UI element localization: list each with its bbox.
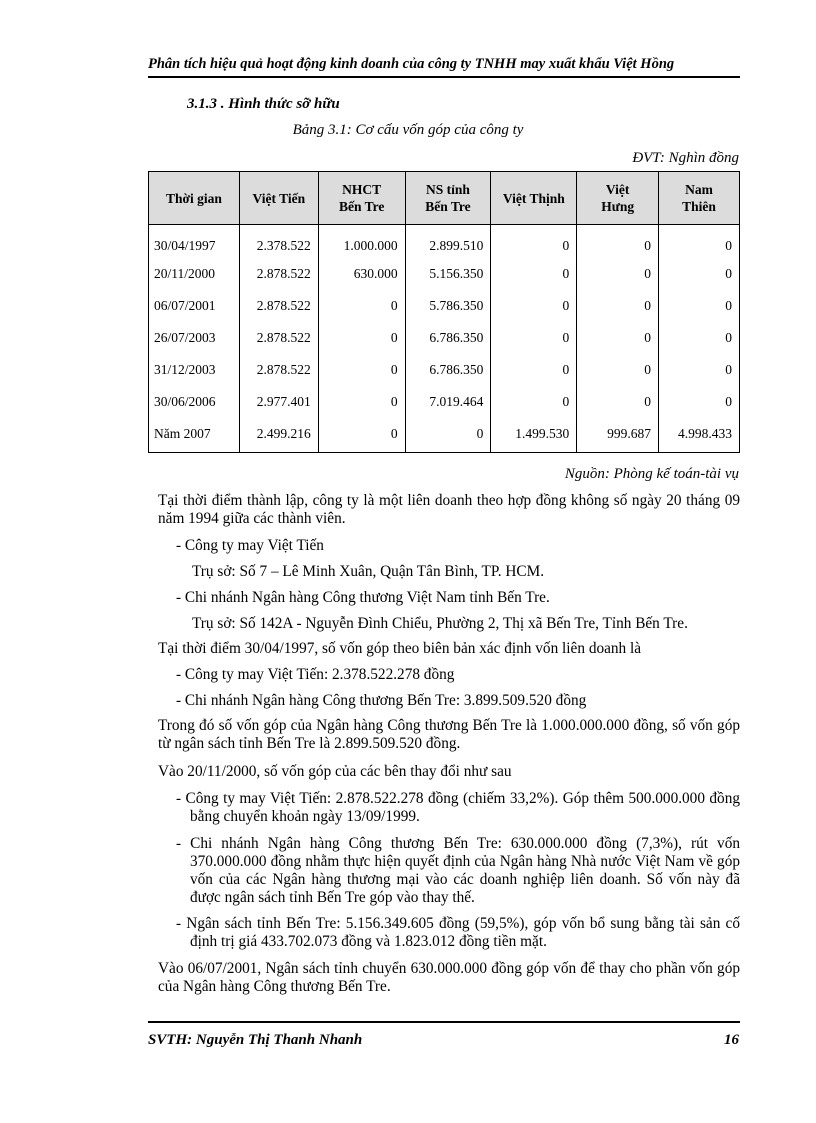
- header-cell: Việt Hưng: [577, 172, 659, 225]
- table-cell: 2.878.522: [239, 290, 318, 322]
- table-cell: 2.878.522: [239, 354, 318, 386]
- paragraph: Vào 20/11/2000, số vốn góp của các bên thay đổi như sau: [158, 763, 512, 780]
- table-row: [149, 225, 740, 259]
- table-cell: 0: [405, 418, 491, 453]
- header-cell: Nam Thiên: [659, 172, 740, 225]
- table-cell: 0: [659, 386, 740, 418]
- table-cell: 2.878.522: [239, 258, 318, 290]
- table-cell: 999.687: [577, 418, 659, 453]
- address-line: Trụ sở: Số 142A - Nguyễn Đình Chiểu, Phường 2, Thị xã Bến Tre, Tỉnh Bến Tre.: [192, 615, 688, 632]
- table-cell: 6.786.350: [405, 354, 491, 386]
- table-source: Nguồn: Phòng kế toán-tài vụ: [564, 466, 739, 482]
- running-header: Phân tích hiệu quả hoạt động kinh doanh của công ty TNHH may xuất khẩu Việt Hồng: [148, 56, 675, 72]
- capital-table: [148, 171, 740, 453]
- table-cell: 0: [318, 354, 405, 386]
- table-cell: 0: [491, 386, 577, 418]
- header-rule: [148, 76, 740, 78]
- table-cell: 0: [491, 258, 577, 290]
- table-cell: 0: [577, 290, 659, 322]
- table-cell: 2.878.522: [239, 322, 318, 354]
- paragraph: Tại thời điểm 30/04/1997, số vốn góp theo biên bản xác định vốn liên doanh là: [158, 640, 642, 657]
- table-cell: 06/07/2001: [149, 290, 240, 322]
- table-cell: 0: [659, 225, 740, 259]
- table-row: [149, 258, 740, 290]
- table-cell: 0: [659, 354, 740, 386]
- header-cell: Thời gian: [149, 172, 240, 225]
- table-row: [149, 386, 740, 418]
- table-cell: 2.499.216: [239, 418, 318, 453]
- table-cell: 0: [491, 354, 577, 386]
- table-cell: 5.156.350: [405, 258, 491, 290]
- list-item: - Công ty may Việt Tiến: 2.378.522.278 đồng: [176, 666, 455, 683]
- table-cell: 1.000.000: [318, 225, 405, 259]
- list-item: - Công ty may Việt Tiến: 2.878.522.278 đồng (chiếm 33,2%). Góp thêm 500.000.000 đồng bằng chuyển khoản ngày 13/09/1999.: [176, 790, 740, 825]
- list-item: - Chi nhánh Ngân hàng Công thương Việt Nam tỉnh Bến Tre.: [176, 589, 550, 606]
- footer-rule: [148, 1021, 740, 1023]
- table-cell: Năm 2007: [149, 418, 240, 453]
- table-cell: 0: [318, 322, 405, 354]
- table-header-row: [149, 172, 740, 225]
- table-cell: 20/11/2000: [149, 258, 240, 290]
- table-cell: 0: [491, 225, 577, 259]
- table-cell: 0: [659, 290, 740, 322]
- header-cell: NHCT Bến Tre: [318, 172, 405, 225]
- table-cell: 0: [318, 386, 405, 418]
- table-cell: 630.000: [318, 258, 405, 290]
- table-cell: 0: [577, 322, 659, 354]
- table-row: [149, 290, 740, 322]
- table-cell: 5.786.350: [405, 290, 491, 322]
- table-cell: 0: [577, 258, 659, 290]
- table-cell: 0: [577, 386, 659, 418]
- table-cell: 31/12/2003: [149, 354, 240, 386]
- paragraph: Trong đó số vốn góp của Ngân hàng Công thương Bến Tre là 1.000.000.000 đồng, số vốn góp từ ngân sách tỉnh Bến Tre là 2.899.509.520 đồng.: [158, 717, 740, 752]
- table-cell: 30/06/2006: [149, 386, 240, 418]
- table-cell: 30/04/1997: [149, 225, 240, 259]
- table-cell: 0: [659, 322, 740, 354]
- table-unit: ĐVT: Nghìn đồng: [632, 150, 739, 166]
- table-row: [149, 418, 740, 453]
- table-cell: 0: [577, 354, 659, 386]
- table-cell: 26/07/2003: [149, 322, 240, 354]
- list-item: - Chi nhánh Ngân hàng Công thương Bến Tre: 630.000.000 đồng (7,3%), rút vốn 370.000.000 đồng nhằm thực hiện quyết định của Ngân hàng Nhà nước Việt Nam về góp vốn của các Ngân hàng thương mại vào các doanh nghiệp liên doanh. Số vốn này đã được ngân sách tỉnh Bến Tre góp vào thay thế.: [176, 835, 740, 906]
- page-number: 16: [724, 1032, 739, 1048]
- table-cell: 6.786.350: [405, 322, 491, 354]
- table-cell: 0: [491, 322, 577, 354]
- table-cell: 2.378.522: [239, 225, 318, 259]
- table-row: [149, 354, 740, 386]
- table-cell: 4.998.433: [659, 418, 740, 453]
- table-row: [149, 322, 740, 354]
- address-line: Trụ sở: Số 7 – Lê Minh Xuân, Quận Tân Bình, TP. HCM.: [192, 563, 545, 580]
- paragraph: Vào 06/07/2001, Ngân sách tỉnh chuyển 630.000.000 đồng góp vốn để thay cho phần vốn góp của Ngân hàng Công thương Bến Tre.: [158, 960, 740, 995]
- header-cell: Việt Tiến: [239, 172, 318, 225]
- header-cell: Việt Thịnh: [491, 172, 577, 225]
- table-cell: 0: [659, 258, 740, 290]
- table-cell: 0: [491, 290, 577, 322]
- table-cell: 2.899.510: [405, 225, 491, 259]
- table-cell: 0: [318, 290, 405, 322]
- paragraph: Tại thời điểm thành lập, công ty là một liên doanh theo hợp đồng không số ngày 20 tháng 09 năm 1994 giữa các thành viên.: [158, 492, 740, 527]
- header-cell: NS tỉnh Bến Tre: [405, 172, 491, 225]
- list-item: - Công ty may Việt Tiến: [176, 537, 324, 554]
- list-item: - Chi nhánh Ngân hàng Công thương Bến Tre: 3.899.509.520 đồng: [176, 692, 587, 709]
- table-cell: 0: [577, 225, 659, 259]
- table-cell: 0: [318, 418, 405, 453]
- table-cell: 2.977.401: [239, 386, 318, 418]
- section-title: 3.1.3 . Hình thức sỡ hữu: [187, 96, 340, 112]
- table-cell: 7.019.464: [405, 386, 491, 418]
- footer-author: SVTH: Nguyễn Thị Thanh Nhanh: [148, 1032, 363, 1048]
- table-caption: Bảng 3.1: Cơ cấu vốn góp của công ty: [292, 122, 524, 138]
- table-cell: 1.499.530: [491, 418, 577, 453]
- list-item: - Ngân sách tỉnh Bến Tre: 5.156.349.605 đồng (59,5%), góp vốn bổ sung bằng tài sản cố định trị giá 433.702.073 đồng và 1.823.012 đồng tiền mặt.: [176, 915, 740, 950]
